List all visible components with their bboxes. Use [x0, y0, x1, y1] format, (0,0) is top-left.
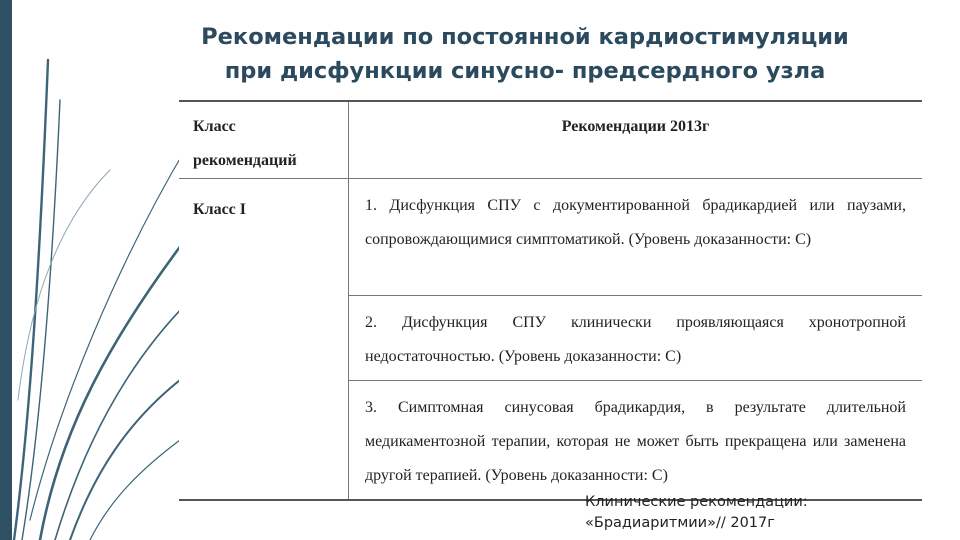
source-citation	[585, 492, 945, 534]
title-line-2: при дисфункции синусно- предсердного узла	[224, 58, 826, 84]
class-label-cell: Класс I	[179, 179, 349, 501]
deco-line-2	[22, 100, 60, 540]
deco-line-6	[70, 380, 180, 540]
table-header-row	[179, 101, 922, 179]
deco-line-3	[40, 240, 185, 540]
deco-line-1	[14, 60, 48, 540]
recommendations-table	[179, 100, 922, 501]
recommendation-item-2: 2. Дисфункция СПУ клинически проявляющаяся хронотропной недостаточностью. (Уровень доказанности: С)	[349, 296, 923, 381]
deco-line-5	[30, 150, 185, 520]
deco-line-7	[90, 440, 180, 540]
slide-title	[150, 20, 900, 88]
header-recommendations-cell: Рекомендации 2013г	[561, 118, 710, 135]
recommendation-item-3: 3. Симптомная синусовая брадикардия, в результате длительной медикаментозной терапии, которая не может быть прекращена или заменена другой терапией. (Уровень доказанности: С)	[349, 381, 923, 501]
header-class-cell: Класс рекомендаций	[179, 101, 349, 179]
source-line-2: «Брадиаритмии»// 2017г	[585, 515, 775, 531]
source-line-1: Клинические рекомендации:	[585, 494, 808, 510]
recommendation-item-1: 1. Дисфункция СПУ с документированной брадикардией или паузами, сопровождающимися симптоматикой. (Уровень доказанности: С)	[349, 179, 923, 296]
table-row	[179, 179, 922, 296]
title-line-1: Рекомендации по постоянной кардиостимуляции	[201, 24, 849, 50]
